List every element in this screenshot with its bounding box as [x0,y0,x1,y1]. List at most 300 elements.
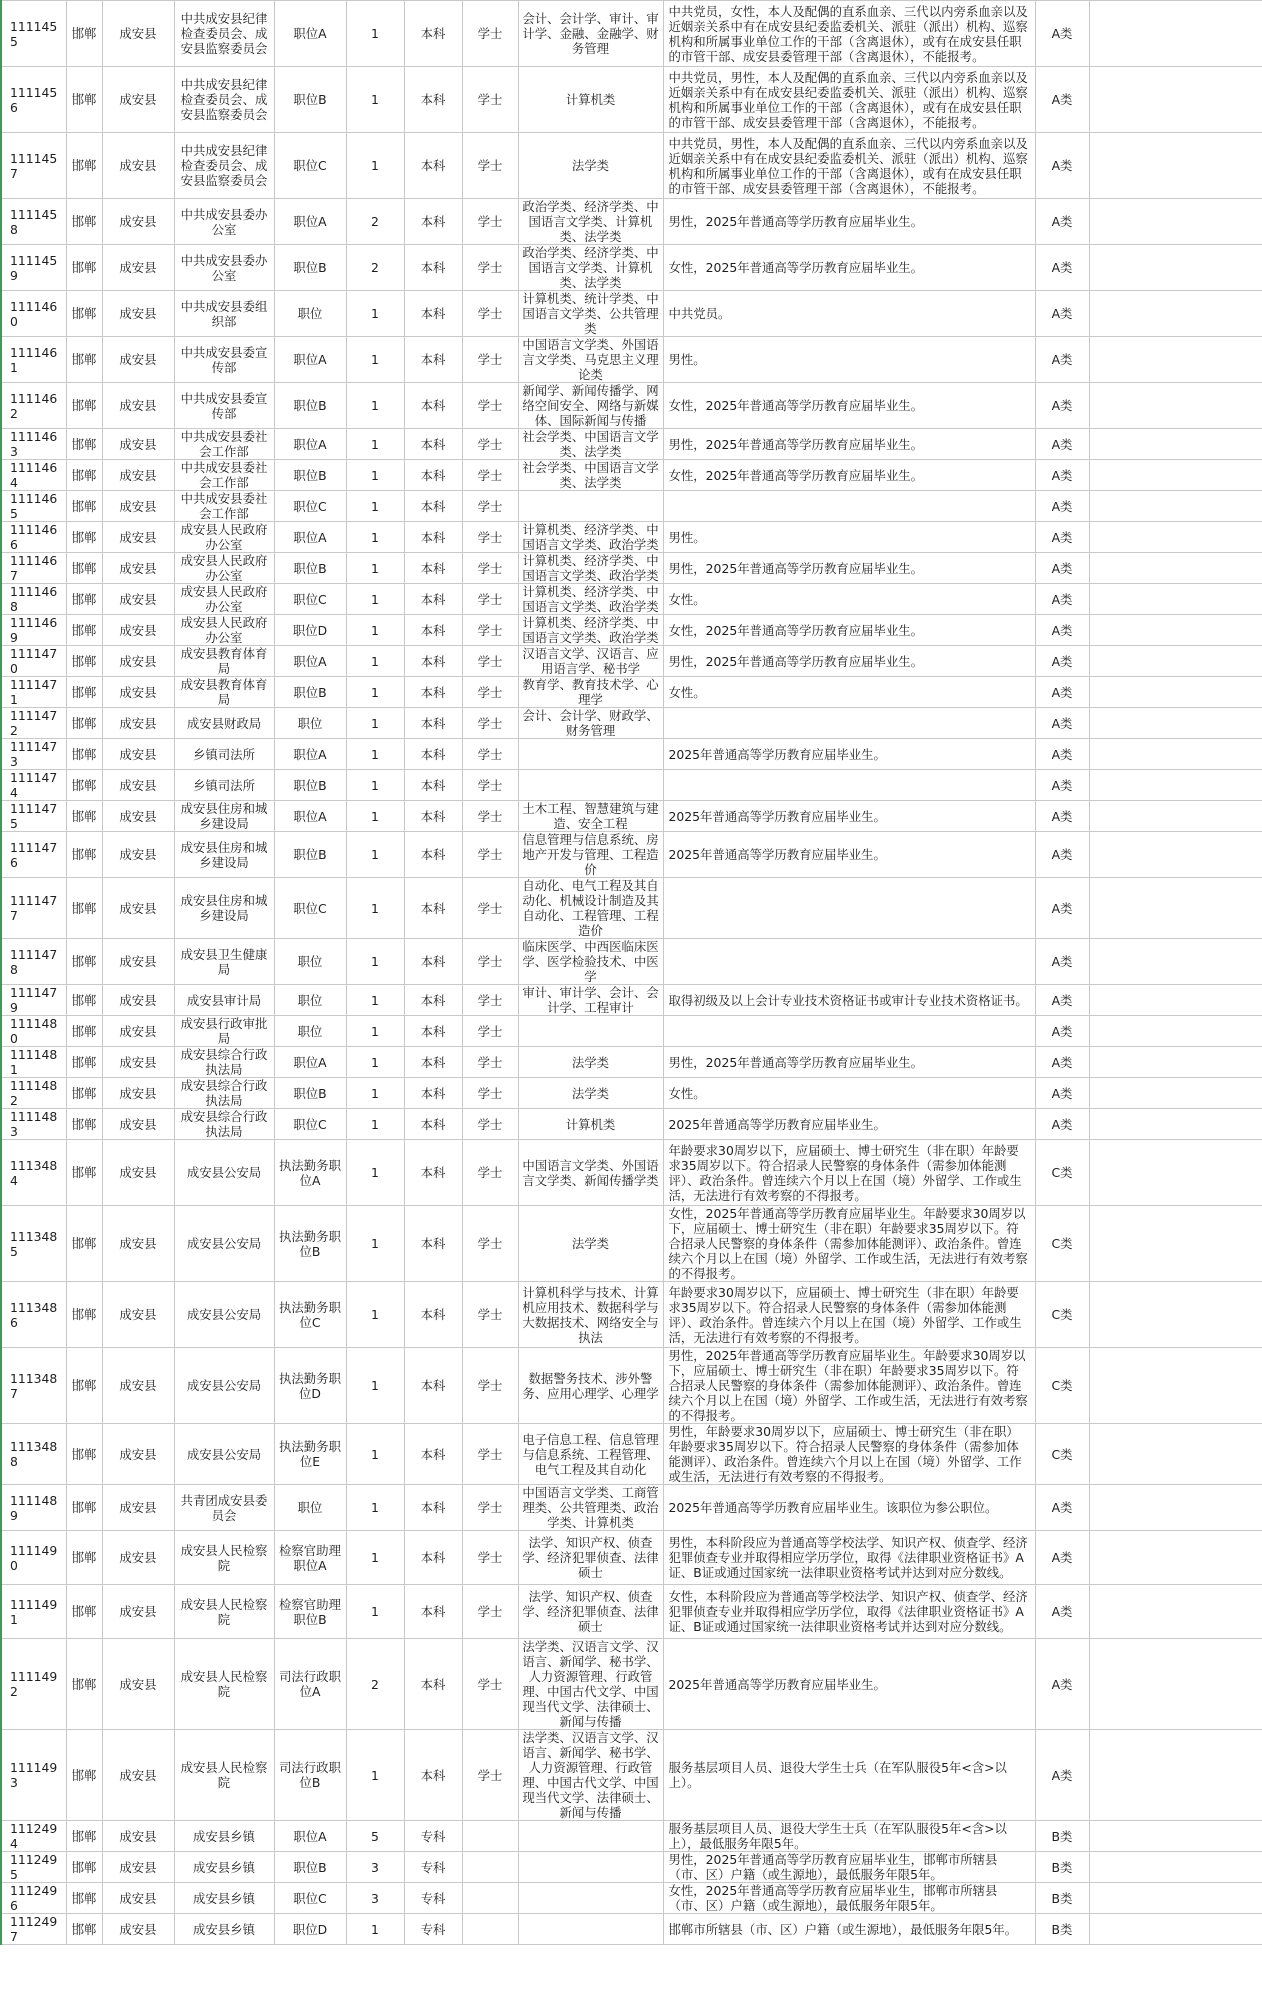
education: 专科 [404,1914,462,1945]
position-name: 职位 [274,985,346,1016]
recruiting-unit: 中共成安县委组织部 [174,291,274,337]
remarks [1089,1485,1262,1531]
position-name: 职位C [274,1883,346,1914]
position-code: 1111482 [1,1078,66,1109]
education: 本科 [404,1140,462,1206]
exam-category: A类 [1035,1016,1089,1047]
city: 邯郸 [66,1730,102,1821]
degree: 学士 [462,199,518,245]
requirements: 女性，2025年普通高等学历教育应届毕业生，邯郸市所辖县（市、区）户籍（或生源地），最低服务年限5年。 [663,1883,1035,1914]
requirements: 服务基层项目人员、退役大学生士兵（在军队服役5年<含>以上），最低服务年限5年。 [663,1821,1035,1852]
recruit-count: 1 [346,1485,404,1531]
degree: 学士 [462,491,518,522]
education: 本科 [404,429,462,460]
degree: 学士 [462,1140,518,1206]
degree: 学士 [462,708,518,739]
major: 中国语言文学类、外国语言文学类、马克思主义理论类 [518,337,663,383]
remarks [1089,1424,1262,1485]
exam-category: C类 [1035,1282,1089,1348]
recruiting-unit: 成安县乡镇 [174,1821,274,1852]
remarks [1089,615,1262,646]
degree: 学士 [462,133,518,199]
city: 邯郸 [66,801,102,832]
position-name: 职位A [274,1821,346,1852]
recruit-count: 1 [346,939,404,985]
city: 邯郸 [66,584,102,615]
degree: 学士 [462,1531,518,1585]
remarks [1089,491,1262,522]
position-code: 1111456 [1,67,66,133]
county: 成安县 [102,1639,174,1730]
recruiting-unit: 成安县乡镇 [174,1883,274,1914]
county: 成安县 [102,1,174,67]
degree: 学士 [462,801,518,832]
remarks [1089,245,1262,291]
table-row [1,67,1262,133]
recruiting-unit: 乡镇司法所 [174,770,274,801]
education: 本科 [404,770,462,801]
remarks [1089,1140,1262,1206]
recruiting-unit: 成安县人民政府办公室 [174,584,274,615]
remarks [1089,429,1262,460]
recruit-count: 1 [346,677,404,708]
city: 邯郸 [66,1047,102,1078]
city: 邯郸 [66,429,102,460]
position-name: 职位A [274,1,346,67]
degree: 学士 [462,429,518,460]
requirements [663,939,1035,985]
position-code: 1111491 [1,1585,66,1639]
recruiting-unit: 成安县公安局 [174,1140,274,1206]
exam-category: C类 [1035,1206,1089,1282]
exam-category: A类 [1035,337,1089,383]
recruiting-unit: 成安县乡镇 [174,1914,274,1945]
major: 会计、会计学、财政学、财务管理 [518,708,663,739]
education: 本科 [404,985,462,1016]
recruiting-unit: 成安县乡镇 [174,1852,274,1883]
education: 本科 [404,337,462,383]
requirements: 中共党员，男性，本人及配偶的直系血亲、三代以内旁系血亲以及近姻亲关系中有在成安县纪委监委机关、派驻（派出）机构、巡察机构和所属事业单位工作的干部（含离退休），或有在成安县任职的市管干部、成安县委管理干部（含离退休），不能报考。 [663,133,1035,199]
recruit-count: 1 [346,1424,404,1485]
education: 本科 [404,245,462,291]
remarks [1089,770,1262,801]
table-row [1,739,1262,770]
major: 教育学、教育技术学、心理学 [518,677,663,708]
recruiting-unit: 中共成安县委办公室 [174,245,274,291]
remarks [1089,199,1262,245]
position-name: 执法勤务职位D [274,1348,346,1424]
county: 成安县 [102,1485,174,1531]
county: 成安县 [102,1531,174,1585]
city: 邯郸 [66,1,102,67]
position-name: 职位B [274,383,346,429]
position-name: 职位A [274,199,346,245]
degree: 学士 [462,1585,518,1639]
recruiting-unit: 成安县财政局 [174,708,274,739]
city: 邯郸 [66,67,102,133]
degree: 学士 [462,1078,518,1109]
education: 本科 [404,584,462,615]
degree: 学士 [462,522,518,553]
table-row [1,985,1262,1016]
remarks [1089,522,1262,553]
position-code: 1111473 [1,739,66,770]
position-name: 职位A [274,522,346,553]
education: 本科 [404,646,462,677]
requirements: 2025年普通高等学历教育应届毕业生。 [663,801,1035,832]
requirements: 取得初级及以上会计专业技术资格证书或审计专业技术资格证书。 [663,985,1035,1016]
major [518,739,663,770]
position-code: 1111492 [1,1639,66,1730]
recruit-count: 2 [346,199,404,245]
requirements: 中共党员，女性，本人及配偶的直系血亲、三代以内旁系血亲以及近姻亲关系中有在成安县纪委监委机关、派驻（派出）机构、巡察机构和所属事业单位工作的干部（含离退休），或有在成安县任职的市管干部、成安县委管理干部（含离退休），不能报考。 [663,1,1035,67]
position-code: 1111462 [1,383,66,429]
table-row [1,1585,1262,1639]
position-code: 1111460 [1,291,66,337]
city: 邯郸 [66,939,102,985]
education: 本科 [404,291,462,337]
position-code: 1112495 [1,1852,66,1883]
county: 成安县 [102,677,174,708]
position-code: 1112494 [1,1821,66,1852]
education: 本科 [404,1,462,67]
education: 本科 [404,677,462,708]
position-name: 职位B [274,770,346,801]
exam-category: A类 [1035,985,1089,1016]
exam-category: A类 [1035,383,1089,429]
county: 成安县 [102,1821,174,1852]
degree: 学士 [462,245,518,291]
recruiting-unit: 成安县公安局 [174,1424,274,1485]
county: 成安县 [102,291,174,337]
requirements: 男性，2025年普通高等学历教育应届毕业生。年龄要求30周岁以下，应届硕士、博士研究生（非在职）年龄要求35周岁以下。符合招录人民警察的身体条件（需参加体能测评）、政治条件。曾连续六个月以上在国（境）外留学、工作或生活，无法进行有效考察的不得报考。 [663,1348,1035,1424]
city: 邯郸 [66,245,102,291]
table-row [1,770,1262,801]
position-code: 1111475 [1,801,66,832]
county: 成安县 [102,67,174,133]
major: 计算机类、经济学类、中国语言文学类、政治学类 [518,584,663,615]
requirements: 2025年普通高等学历教育应届毕业生。 [663,1109,1035,1140]
city: 邯郸 [66,1821,102,1852]
recruiting-unit: 成安县综合行政执法局 [174,1109,274,1140]
degree: 学士 [462,1730,518,1821]
recruiting-unit: 成安县住房和城乡建设局 [174,832,274,878]
exam-category: A类 [1035,491,1089,522]
table-row [1,939,1262,985]
recruit-count: 1 [346,1730,404,1821]
position-code: 1113486 [1,1282,66,1348]
position-name: 职位 [274,1485,346,1531]
recruit-count: 1 [346,291,404,337]
education: 本科 [404,522,462,553]
requirements: 男性，年龄要求30周岁以下，应届硕士、博士研究生（非在职）年龄要求35周岁以下。符合招录人民警察的身体条件（需参加体能测评）、政治条件。曾连续六个月以上在国（境）外留学、工作或生活，无法进行有效考察的不得报考。 [663,1424,1035,1485]
recruit-count: 1 [346,1348,404,1424]
degree: 学士 [462,67,518,133]
table-row [1,1914,1262,1945]
city: 邯郸 [66,1282,102,1348]
position-name: 职位 [274,1016,346,1047]
requirements: 男性，2025年普通高等学历教育应届毕业生。 [663,429,1035,460]
table-row [1,1639,1262,1730]
major [518,1821,663,1852]
table-row [1,291,1262,337]
table-row [1,460,1262,491]
county: 成安县 [102,1206,174,1282]
county: 成安县 [102,245,174,291]
major: 电子信息工程、信息管理与信息系统、工程管理、电气工程及其自动化 [518,1424,663,1485]
major: 计算机类 [518,67,663,133]
table-row [1,1852,1262,1883]
recruit-count: 1 [346,985,404,1016]
city: 邯郸 [66,832,102,878]
city: 邯郸 [66,1639,102,1730]
table-row [1,1206,1262,1282]
table-row [1,1109,1262,1140]
remarks [1089,677,1262,708]
city: 邯郸 [66,770,102,801]
major: 计算机类、统计学类、中国语言文学类、公共管理类 [518,291,663,337]
exam-category: A类 [1035,1531,1089,1585]
requirements: 女性，2025年普通高等学历教育应届毕业生。 [663,615,1035,646]
degree [462,1914,518,1945]
remarks [1089,291,1262,337]
recruiting-unit: 中共成安县委社会工作部 [174,491,274,522]
table-row [1,1016,1262,1047]
table-row [1,429,1262,460]
exam-category: A类 [1035,1585,1089,1639]
exam-category: A类 [1035,832,1089,878]
degree: 学士 [462,553,518,584]
recruiting-unit: 成安县公安局 [174,1206,274,1282]
major: 法学类 [518,1078,663,1109]
degree: 学士 [462,939,518,985]
city: 邯郸 [66,1485,102,1531]
position-name: 职位A [274,646,346,677]
exam-category: A类 [1035,1730,1089,1821]
city: 邯郸 [66,878,102,939]
recruit-count: 1 [346,491,404,522]
exam-category: A类 [1035,553,1089,584]
requirements: 女性。 [663,584,1035,615]
exam-category: A类 [1035,1078,1089,1109]
degree: 学士 [462,1,518,67]
major: 法学类、汉语言文学、汉语言、新闻学、秘书学、人力资源管理、行政管理、中国古代文学、中国现当代文学、法律硕士、新闻与传播 [518,1639,663,1730]
degree: 学士 [462,460,518,491]
position-name: 职位 [274,708,346,739]
position-name: 职位B [274,460,346,491]
city: 邯郸 [66,1531,102,1585]
requirements: 男性，2025年普通高等学历教育应届毕业生，邯郸市所辖县（市、区）户籍（或生源地），最低服务年限5年。 [663,1852,1035,1883]
remarks [1089,584,1262,615]
position-name: 执法勤务职位E [274,1424,346,1485]
major: 法学、知识产权、侦查学、经济犯罪侦查、法律硕士 [518,1585,663,1639]
recruit-count: 1 [346,646,404,677]
table-row [1,615,1262,646]
remarks [1089,1109,1262,1140]
exam-category: A类 [1035,584,1089,615]
county: 成安县 [102,1016,174,1047]
recruiting-unit: 乡镇司法所 [174,739,274,770]
recruiting-unit: 成安县公安局 [174,1282,274,1348]
requirements [663,708,1035,739]
city: 邯郸 [66,133,102,199]
city: 邯郸 [66,708,102,739]
table-row [1,337,1262,383]
education: 本科 [404,939,462,985]
major: 中国语言文学类、外国语言文学类、新闻传播学类 [518,1140,663,1206]
major: 法学类 [518,133,663,199]
requirements: 服务基层项目人员、退役大学生士兵（在军队服役5年<含>以上）。 [663,1730,1035,1821]
recruit-count: 1 [346,770,404,801]
exam-category: A类 [1035,1485,1089,1531]
position-name: 职位A [274,801,346,832]
city: 邯郸 [66,985,102,1016]
education: 本科 [404,615,462,646]
exam-category: A类 [1035,708,1089,739]
major: 法学、知识产权、侦查学、经济犯罪侦查、法律硕士 [518,1531,663,1585]
degree: 学士 [462,1206,518,1282]
requirements: 女性，2025年普通高等学历教育应届毕业生。年龄要求30周岁以下，应届硕士、博士研究生（非在职）年龄要求35周岁以下。符合招录人民警察的身体条件（需参加体能测评）、政治条件。曾连续六个月以上在国（境）外留学、工作或生活，无法进行有效考察的不得报考。 [663,1206,1035,1282]
position-name: 检察官助理职位B [274,1585,346,1639]
major [518,1016,663,1047]
requirements: 男性。 [663,522,1035,553]
county: 成安县 [102,199,174,245]
degree: 学士 [462,337,518,383]
requirements: 邯郸市所辖县（市、区）户籍（或生源地），最低服务年限5年。 [663,1914,1035,1945]
table-row [1,1485,1262,1531]
recruit-count: 1 [346,1206,404,1282]
education: 本科 [404,67,462,133]
table-row [1,1531,1262,1585]
major: 临床医学、中西医临床医学、医学检验技术、中医学 [518,939,663,985]
education: 本科 [404,1206,462,1282]
county: 成安县 [102,646,174,677]
exam-category: A类 [1035,133,1089,199]
education: 本科 [404,553,462,584]
position-name: 职位B [274,245,346,291]
city: 邯郸 [66,1348,102,1424]
education: 本科 [404,1424,462,1485]
education: 本科 [404,133,462,199]
exam-category: B类 [1035,1852,1089,1883]
remarks [1089,1639,1262,1730]
major: 法学类 [518,1047,663,1078]
table-row [1,1,1262,67]
requirements: 年龄要求30周岁以下，应届硕士、博士研究生（非在职）年龄要求35周岁以下。符合招录人民警察的身体条件（需参加体能测评）、政治条件。曾连续六个月以上在国（境）外留学、工作或生活，无法进行有效考察的不得报考。 [663,1140,1035,1206]
exam-category: A类 [1035,878,1089,939]
major: 汉语言文学、汉语言、应用语言学、秘书学 [518,646,663,677]
position-code: 1113484 [1,1140,66,1206]
remarks [1089,133,1262,199]
remarks [1089,739,1262,770]
city: 邯郸 [66,291,102,337]
recruiting-unit: 成安县教育体育局 [174,646,274,677]
major [518,1852,663,1883]
remarks [1089,337,1262,383]
recruiting-unit: 成安县公安局 [174,1348,274,1424]
exam-category: A类 [1035,615,1089,646]
degree: 学士 [462,584,518,615]
degree: 学士 [462,1485,518,1531]
county: 成安县 [102,1140,174,1206]
requirements: 女性，2025年普通高等学历教育应届毕业生。 [663,383,1035,429]
table-row [1,1883,1262,1914]
requirements: 男性，2025年普通高等学历教育应届毕业生。 [663,553,1035,584]
requirements: 女性。 [663,1078,1035,1109]
position-code: 1111472 [1,708,66,739]
degree: 学士 [462,1348,518,1424]
recruit-count: 3 [346,1883,404,1914]
exam-category: A类 [1035,460,1089,491]
education: 本科 [404,1109,462,1140]
recruit-count: 5 [346,1821,404,1852]
major: 计算机类、经济学类、中国语言文学类、政治学类 [518,615,663,646]
recruit-count: 1 [346,832,404,878]
remarks [1089,1016,1262,1047]
major: 计算机类 [518,1109,663,1140]
recruiting-unit: 成安县人民检察院 [174,1639,274,1730]
position-name: 职位C [274,878,346,939]
position-code: 1111461 [1,337,66,383]
requirements: 男性，2025年普通高等学历教育应届毕业生。 [663,199,1035,245]
recruit-count: 2 [346,245,404,291]
recruit-count: 2 [346,1639,404,1730]
position-code: 1111480 [1,1016,66,1047]
table-row [1,646,1262,677]
degree: 学士 [462,985,518,1016]
recruit-count: 1 [346,429,404,460]
recruit-count: 3 [346,1852,404,1883]
county: 成安县 [102,553,174,584]
position-name: 职位B [274,67,346,133]
city: 邯郸 [66,1852,102,1883]
position-code: 1111477 [1,878,66,939]
exam-category: A类 [1035,770,1089,801]
position-code: 1111464 [1,460,66,491]
county: 成安县 [102,939,174,985]
exam-category: A类 [1035,677,1089,708]
major: 法学类、汉语言文学、汉语言、新闻学、秘书学、人力资源管理、行政管理、中国古代文学、中国现当代文学、法律硕士、新闻与传播 [518,1730,663,1821]
major: 会计、会计学、审计、审计学、金融、金融学、财务管理 [518,1,663,67]
exam-category: C类 [1035,1348,1089,1424]
county: 成安县 [102,1914,174,1945]
requirements [663,770,1035,801]
requirements: 女性。 [663,677,1035,708]
table-row [1,553,1262,584]
county: 成安县 [102,522,174,553]
county: 成安县 [102,491,174,522]
degree: 学士 [462,739,518,770]
degree: 学士 [462,677,518,708]
major [518,770,663,801]
recruit-count: 1 [346,739,404,770]
recruiting-unit: 成安县人民政府办公室 [174,522,274,553]
table-row [1,1047,1262,1078]
recruiting-unit: 成安县综合行政执法局 [174,1078,274,1109]
county: 成安县 [102,1585,174,1639]
position-code: 1111493 [1,1730,66,1821]
city: 邯郸 [66,739,102,770]
major: 社会学类、中国语言文学类、法学类 [518,429,663,460]
recruiting-unit: 中共成安县纪律检查委员会、成安县监察委员会 [174,1,274,67]
position-code: 1113487 [1,1348,66,1424]
degree: 学士 [462,615,518,646]
position-code: 1111463 [1,429,66,460]
recruit-count: 1 [346,1914,404,1945]
exam-category: A类 [1035,1639,1089,1730]
position-name: 职位B [274,677,346,708]
position-name: 司法行政职位B [274,1730,346,1821]
